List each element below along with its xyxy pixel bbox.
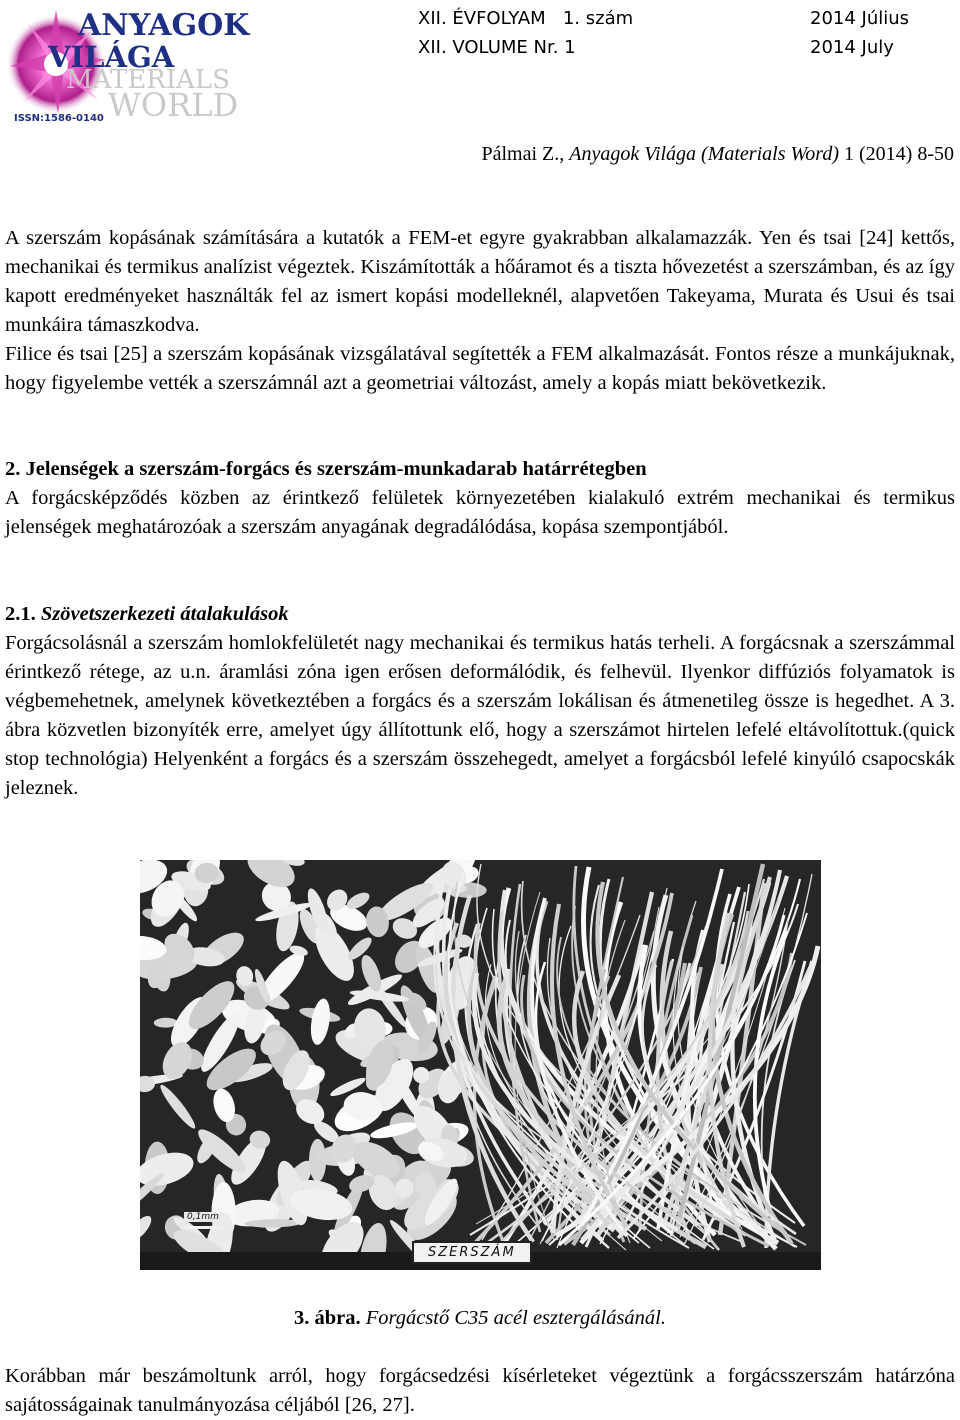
logo-issn: ISSN:1586-0140	[14, 113, 104, 124]
section-2-1-title: Szövetszerkezeti átalakulások	[40, 603, 289, 625]
paragraph-last-text: Korábban már beszámoltunk arról, hogy forgácsedzési kísérleteket végeztünk a forgácsszerszám határzóna sajátosságainak tanulmányozása céljából [26, 27].	[5, 1365, 955, 1416]
logo-line1: ANYAGOK	[78, 8, 250, 43]
section-2-1-body	[5, 629, 955, 803]
section-2-1-text: Forgácsolásnál a szerszám homlokfelületét nagy mechanikai és termikus hatás terheli. A forgácsnak a szerszámmal érintkező rétege, az u.n. áramlási zóna igen erősen deformálódik, és felhevül. Ilyenkor diffúziós folyamatok is végbemehetnek, amelynek következtében a forgács és a szerszám lokálisan és átmenetileg össze is hegedhet. A 3. ábra közvetlen bizonyíték erre, amelyet úgy állítottunk elő, hogy a szerszámot hirtelen lefelé eltávolítottuk.(quick stop technológia) Helyenként a forgács és a szerszám összehegedt, amelyet a forgácsból lefelé kinyúló csapocskák jeleznek.	[5, 632, 955, 799]
paragraph-fem-part2: Filice és tsai [25] a szerszám kopásának vizsgálatával segítették a FEM alkalmazását. Fontos része a munkájuknak, hogy figyelembe vették a szerszámnál azt a geometriai változást, amely a kopás miatt bekövetkezik.	[5, 343, 955, 394]
paragraph-fem-part1: A szerszám kopásának számítására a kutatók a FEM-et egyre gyakrabban alkalamazzák. Yen és tsai [24] kettős, mechanikai és termikus analízist végeztek. Kiszámították a hőáramot és a tiszta hővezetést a szerszámban, és az így kapott eredményeket használták fel az ismert kopási modelleknél, alapvetően Takeyama, Murata és Usui és tsai munkáira támaszkodva.	[5, 227, 955, 336]
section-2-1-heading	[5, 600, 289, 629]
micrograph-figure	[140, 860, 821, 1270]
micrograph-image	[140, 860, 821, 1270]
issue-english: XII. VOLUME Nr. 1	[418, 37, 576, 58]
caption-text: Forgácstő C35 acél esztergálásánál.	[360, 1307, 666, 1329]
issue-info	[418, 4, 633, 62]
paragraph-last	[5, 1362, 955, 1420]
caption-label: 3. ábra.	[293, 1307, 361, 1329]
section-2-body	[5, 484, 955, 542]
logo-line2: VILÁGA	[48, 40, 175, 74]
scale-bar-label: 0,1mm	[184, 1212, 222, 1222]
issue-date	[810, 4, 909, 62]
tool-label: SZERSZÁM	[412, 1241, 532, 1264]
logo-line4: WORLD	[108, 86, 239, 124]
figure-caption	[0, 1304, 960, 1333]
issue-hungarian: XII. ÉVFOLYAM 1. szám	[418, 8, 634, 29]
citation-authors: Pálmai Z.,	[481, 143, 570, 165]
date-english: 2014 July	[810, 37, 894, 58]
section-2-1-number: 2.1.	[5, 603, 41, 625]
citation-journal: Anyagok Világa (Materials Word)	[569, 143, 840, 165]
citation-reference: 1 (2014) 8-50	[839, 143, 954, 165]
section-2-heading: 2. Jelenségek a szerszám-forgács és szerszám-munkadarab határrétegben	[5, 458, 647, 480]
section-2-text: A forgácsképződés közben az érintkező felületek környezetében kialakuló extrém mechanikai és termikus jelenségek meghatározóak a szerszám anyagának degradálódása, kopása szempontjából.	[5, 487, 955, 538]
scale-bar	[184, 1226, 224, 1229]
date-hungarian: 2014 Július	[810, 8, 910, 29]
paragraph-fem	[5, 224, 955, 398]
logo-line3: MATERIALS	[66, 65, 230, 95]
journal-logo	[8, 2, 258, 124]
citation-line	[481, 141, 954, 167]
